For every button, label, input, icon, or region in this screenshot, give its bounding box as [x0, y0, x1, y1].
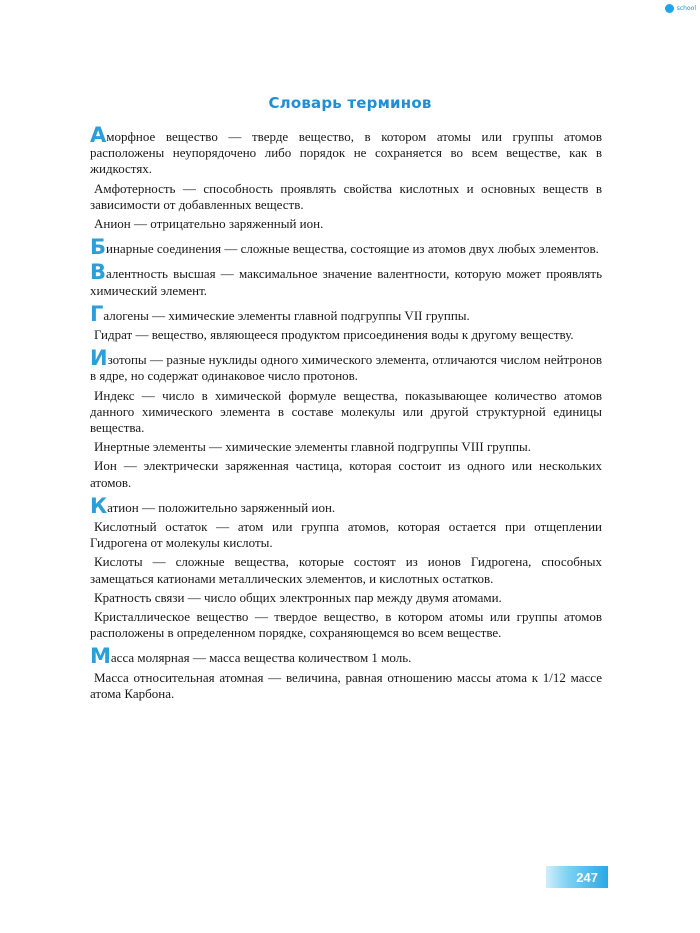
glossary-entry	[90, 554, 602, 586]
glossary-entry	[90, 590, 602, 606]
glossary-entry	[90, 216, 602, 232]
glossary-entry	[90, 458, 602, 490]
entry-text: Ион — электрически заряженная частица, которая состоит из одного или нескольких атомов.	[90, 458, 602, 490]
page-number: 247	[576, 869, 598, 885]
glossary-entry	[90, 346, 602, 384]
entry-text: Кислотный остаток — атом или группа атомов, которая остается при отщеплении Гидрогена от молекулы кислоты.	[90, 519, 602, 551]
entry-text: Амфотерность — способность проявлять свойства кислотных и основных веществ в зависимости от добавленных веществ.	[90, 180, 602, 212]
entry-text: Кристаллическое вещество — твердое вещество, в котором атомы или группы атомов расположены в определенном порядке, сохраняющемся во всем веществе.	[90, 609, 602, 641]
glossary-entry	[90, 260, 602, 298]
entry-text: инарные соединения — сложные вещества, состоящие из атомов двух любых элементов.	[106, 241, 599, 257]
page-number-badge	[546, 866, 608, 888]
logo-icon	[665, 4, 674, 13]
entry-text: Кислоты — сложные вещества, которые состоят из ионов Гидрогена, способных замещаться катионами металлических элементов, и кислотных остатков.	[90, 554, 602, 586]
entry-text: асса молярная — масса вещества количеством 1 моль.	[110, 650, 412, 666]
page-title: Словарь терминов	[268, 94, 432, 112]
glossary-entry	[90, 609, 602, 641]
drop-cap: Б	[90, 235, 107, 260]
drop-cap: В	[90, 260, 107, 285]
entry-text: морфное вещество — тверде вещество, в котором атомы или группы атомов расположены неупорядочено либо порядок не сохраняется во всем веществе, как в жидкостях.	[90, 129, 602, 177]
glossary-entry	[90, 439, 602, 455]
glossary-entry	[90, 670, 602, 702]
entry-text: алогены — химические элементы главной подгруппы VII группы.	[103, 307, 470, 323]
glossary-entry	[90, 181, 602, 213]
entry-text: алентность высшая — максимальное значение валентности, которую может проявлять химический элемент.	[90, 266, 602, 298]
logo-text: school	[676, 5, 696, 12]
glossary	[90, 123, 602, 705]
glossary-entry	[90, 644, 602, 669]
glossary-entry	[90, 301, 602, 326]
glossary-entry	[90, 519, 602, 551]
entry-text: Анион — отрицательно заряженный ион.	[94, 216, 324, 232]
entry-text: Масса относительная атомная — величина, равная отношению массы атома к 1/12 массе атома Карбона.	[90, 669, 602, 701]
entry-text: Гидрат — вещество, являющееся продуктом присоединения воды к другому веществу.	[94, 327, 574, 343]
drop-cap: И	[90, 346, 108, 371]
drop-cap: М	[90, 644, 111, 669]
drop-cap: Г	[90, 301, 104, 326]
entry-text: Индекс — число в химической формуле вещества, показывающее количество атомов данного химического элемента в составе молекулы или другой структурной единицы вещества.	[90, 387, 602, 436]
glossary-entry	[90, 493, 602, 518]
entry-text: атион — положительно заряженный ион.	[107, 499, 336, 515]
entry-text: Кратность связи — число общих электронных пар между двумя атомами.	[94, 589, 502, 605]
drop-cap: К	[90, 493, 108, 518]
glossary-entry	[90, 327, 602, 343]
glossary-entry	[90, 388, 602, 437]
entry-text: зотопы — разные нуклиды одного химического элемента, отличаются числом нейтронов в ядре, но содержат одинаковое число протонов.	[90, 352, 602, 384]
entry-text: Инертные элементы — химические элементы главной подгруппы VIII группы.	[94, 439, 532, 455]
drop-cap: А	[90, 123, 107, 147]
glossary-entry	[90, 123, 602, 178]
publisher-logo	[665, 4, 696, 13]
glossary-entry	[90, 235, 602, 260]
